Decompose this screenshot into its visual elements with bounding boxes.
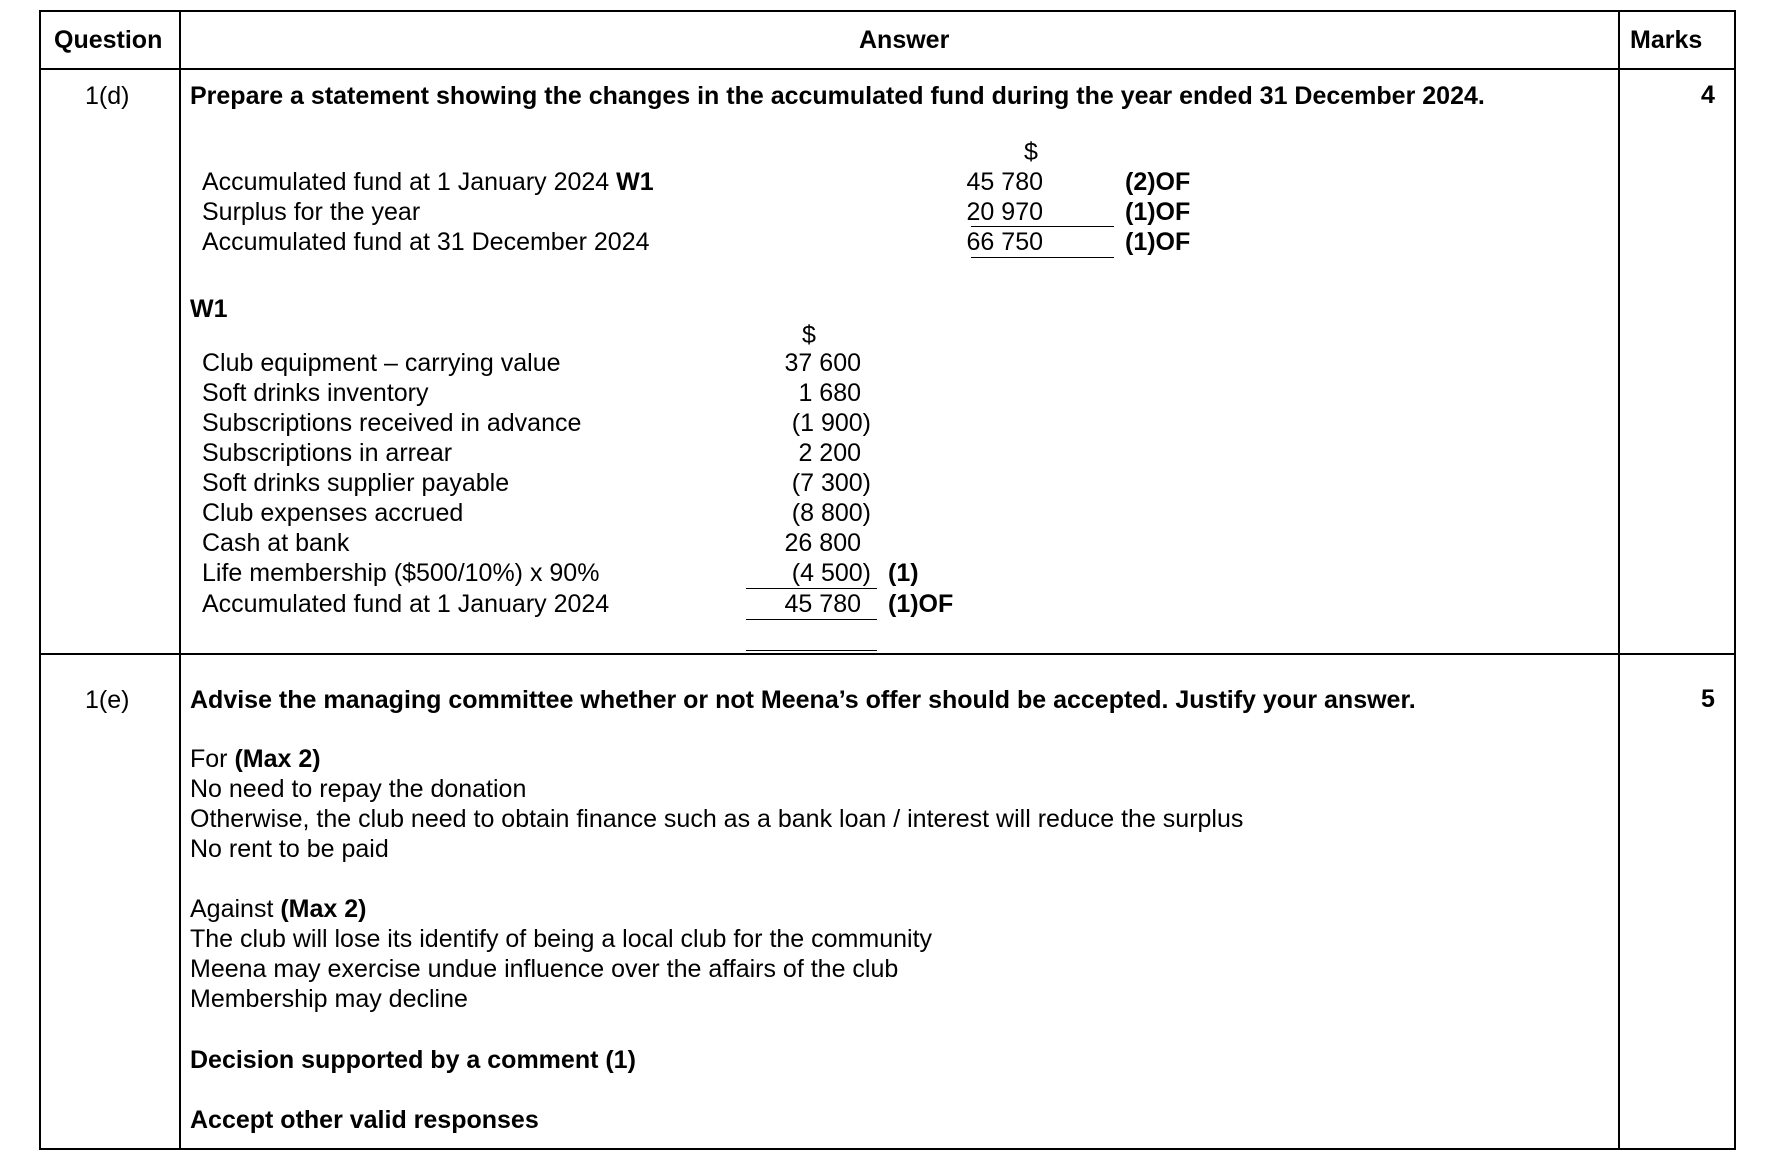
question-number-1d: 1(d) <box>85 82 130 110</box>
column-divider-marks <box>1618 12 1620 1148</box>
against-point: Membership may decline <box>190 985 468 1013</box>
accept-note: Accept other valid responses <box>190 1106 539 1134</box>
working-label: Life membership ($500/10%) x 90% <box>202 559 600 587</box>
header-answer: Answer <box>859 26 950 54</box>
statement-mark-closing: (1)OF <box>1125 228 1191 256</box>
working-label: Club equipment – carrying value <box>202 349 561 377</box>
statement-total-underline <box>971 257 1114 258</box>
working-label: Subscriptions received in advance <box>202 409 582 437</box>
working-value: 2 200 <box>798 439 861 467</box>
working-total-double-underline <box>746 650 877 651</box>
question-number-1e: 1(e) <box>85 686 130 714</box>
question-prompt-1d: Prepare a statement showing the changes in the accumulated fund during the year ended 31 December 2024. <box>190 82 1485 110</box>
header-question: Question <box>54 26 163 54</box>
marks-1d: 4 <box>1701 81 1715 109</box>
working-mark-opening-fund: (1)OF <box>888 590 954 618</box>
for-point: No rent to be paid <box>190 835 389 863</box>
working-label: Cash at bank <box>202 529 350 557</box>
statement-label-opening: Accumulated fund at 1 January 2024 W1 <box>202 168 654 196</box>
statement-label-surplus: Surplus for the year <box>202 198 421 226</box>
for-heading: For (Max 2) <box>190 745 321 773</box>
working-mark-life-membership: (1) <box>888 559 919 587</box>
statement-value-opening: 45 780 <box>966 168 1043 196</box>
statement-mark-surplus: (1)OF <box>1125 198 1191 226</box>
for-point: Otherwise, the club need to obtain finance such as a bank loan / interest will reduce the surplus <box>190 805 1244 833</box>
column-divider-question <box>179 12 181 1148</box>
working-value: (4 500) <box>791 559 871 587</box>
row-divider <box>41 653 1734 655</box>
working-value: 26 800 <box>784 529 861 557</box>
against-point: The club will lose its identify of being a local club for the community <box>190 925 933 953</box>
working-value: (7 300) <box>791 469 871 497</box>
for-point: No need to repay the donation <box>190 775 527 803</box>
working-value: 37 600 <box>784 349 861 377</box>
against-heading: Against (Max 2) <box>190 895 367 923</box>
statement-mark-opening: (2)OF <box>1125 168 1191 196</box>
working-value: 1 680 <box>798 379 861 407</box>
working-title: W1 <box>190 295 228 323</box>
question-prompt-1e: Advise the managing committee whether or not Meena’s offer should be accepted. Justify your answer. <box>190 686 1416 714</box>
working-total-underline <box>746 619 877 620</box>
statement-value-closing: 66 750 <box>966 228 1043 256</box>
working-label: Subscriptions in arrear <box>202 439 453 467</box>
statement-label-closing: Accumulated fund at 31 December 2024 <box>202 228 650 256</box>
working-value: 45 780 <box>784 590 861 618</box>
marks-1e: 5 <box>1701 685 1715 713</box>
working-value: (1 900) <box>791 409 871 437</box>
working-label: Accumulated fund at 1 January 2024 <box>202 590 610 618</box>
mark-scheme-table <box>39 10 1736 1150</box>
working-label: Soft drinks inventory <box>202 379 429 407</box>
decision-note: Decision supported by a comment (1) <box>190 1046 636 1074</box>
working-value: (8 800) <box>791 499 871 527</box>
statement-currency: $ <box>1024 138 1038 166</box>
against-point: Meena may exercise undue influence over the affairs of the club <box>190 955 899 983</box>
statement-value-surplus: 20 970 <box>966 198 1043 226</box>
working-currency: $ <box>802 321 816 349</box>
header-marks: Marks <box>1630 26 1703 54</box>
header-divider <box>41 68 1734 70</box>
working-label: Soft drinks supplier payable <box>202 469 510 497</box>
working-label: Club expenses accrued <box>202 499 464 527</box>
